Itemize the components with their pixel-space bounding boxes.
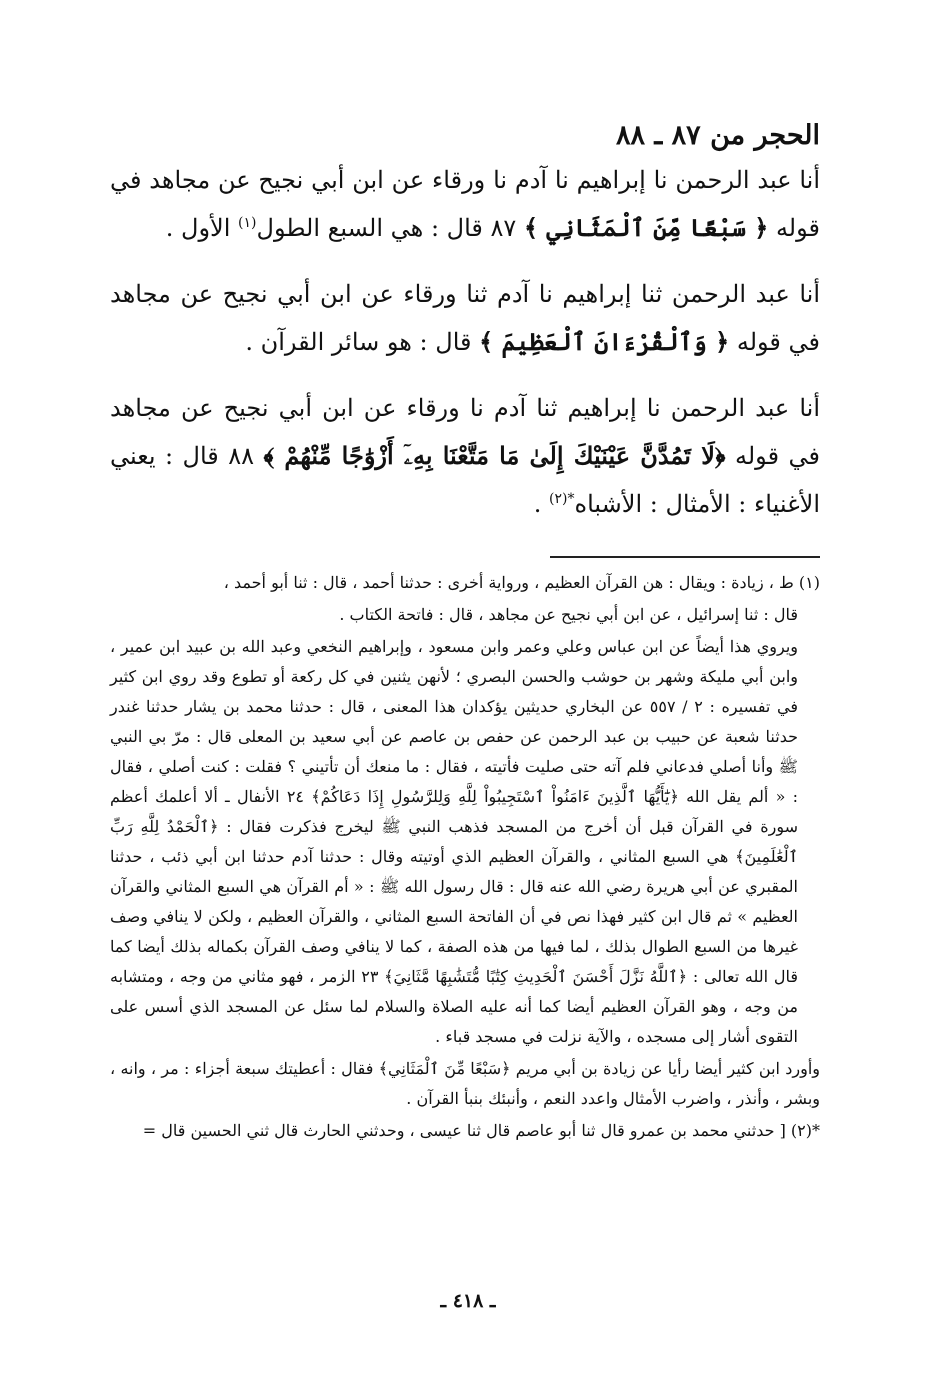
footnote-ref: (١)	[238, 215, 257, 231]
narration-text: أنا عبد الرحمن نا إبراهيم ثنا آدم نا ورقاء عن ابن أبي نجيح عن مجاهد في قوله	[110, 394, 821, 470]
footnote-2: *(٢) [ حدثني محمد بن عمرو قال ثنا أبو عاصم قال ثنا عيسى ، وحدثني الحارث قال ثني الحسين قال =	[142, 1121, 820, 1140]
narration-1	[110, 156, 820, 252]
narration-text: الأول .	[165, 214, 239, 242]
narration-text: .	[533, 490, 550, 518]
page-title: الحجر من ٨٧ ـ ٨٨	[615, 120, 820, 151]
quran-verse: ﴿ وَٱلْقُرْءَانَ ٱلْعَظِيمَ ﴾	[479, 327, 730, 356]
footnote-1-commentary-2: وأورد ابن كثير أيضا رأيا عن زيادة بن أبي مريم ﴿سَبْعًا مِّنَ ٱلْمَثَانِي﴾ فقال : أعطيتك سبعة أجزاء : مر ، وانه ، وبشر ، وأنذر ، واضرب الأمثال واعدد النعم ، وأنبئك بنبأ القرآن .	[110, 1059, 820, 1108]
footnote-1-line-2: قال : ثنا إسرائيل ، عن ابن أبي نجيح عن مجاهد ، قال : فاتحة الكتاب .	[339, 605, 798, 624]
footnote-separator	[110, 546, 820, 568]
footnote-1-line-1: (١) ط ، زيادة : ويقال : هن القرآن العظيم ، ورواية أخرى : حدثنا أحمد ، قال : ثنا أبو أحمد ،	[223, 573, 820, 592]
page-number: ـ ٤١٨ ـ	[440, 1290, 496, 1312]
narration-3	[110, 384, 820, 528]
book-page	[110, 118, 820, 1348]
footnotes	[110, 568, 820, 1146]
narration-text: ٨٧ قال : هي السبع الطول	[256, 214, 524, 242]
narration-text: أنا عبد الرحمن نا إبراهيم نا آدم نا ورقاء عن ابن أبي نجيح عن مجاهد في قوله	[110, 166, 820, 242]
quran-verse: ﴿ سَبْعًا مِّنَ ٱلْمَثَانِي ﴾	[523, 213, 769, 242]
narration-text: ٨٨ قال : يعني الأغنياء : الأمثال : الأشباه	[110, 442, 820, 518]
footnote-1-commentary: ويروي هذا أيضاً عن ابن عباس وعلي وعمر وابن مسعود ، وإبراهيم النخعي وعبد الله بن عبيد ابن عمير ، وابن أبي مليكة وشهر بن حوشب والحسن البصري ؛ لأنهن يثنين في كل ركعة أو تطوع وقد روي ابن كثير في تفسيره : ٢ / ٥٥٧ عن البخاري حديثين يؤكدان هذا المعنى ، قال : حدثنا محمد بن يشار حدثنا غندر حدثنا شعبة عن حبيب بن عبد الرحمن عن حفص بن عاصم عن أبي سعيد بن المعلى قال : مرّ بي النبي ﷺ وأنا أصلي فدعاني فلم آته حتى صليت فأتيته ، فقال : ما منعك أن تأتيني ؟ فقلت : كنت أصلي ، فقال : « ألم يقل الله ﴿يَٰٓأَيُّهَا ٱلَّذِينَ ءَامَنُواْ ٱسْتَجِيبُواْ لِلَّهِ وَلِلرَّسُولِ إِذَا دَعَاكُمْ﴾ ٢٤ الأنفال ـ ألا أعلمك أعظم سورة في القرآن قبل أن أخرج من المسجد فذهب النبي ﷺ ليخرج فذكرت فقال : ﴿ٱلْحَمْدُ لِلَّهِ رَبِّ ٱلْعَٰلَمِينَ﴾ هي السبع المثاني ، والقرآن العظيم الذي أوتيته وقال : حدثنا آدم حدثنا ابن أبي ذئب ، حدثنا المقبري عن أبي هريرة رضي الله عنه قال : قال رسول الله ﷺ : « أم القرآن هي السبع المثاني والقرآن العظيم » ثم قال ابن كثير فهذا نص في أن الفاتحة السبع المثاني ، والقرآن العظيم ، ولكن لا ينافي وصف غيرها من السبع الطوال بذلك ، لما فيها من هذه الصفة ، كما لا ينافي وصف القرآن بكماله بذلك أيضا كما قال الله تعالى : ﴿ٱللَّهُ نَزَّلَ أَحْسَنَ ٱلْحَدِيثِ كِتَٰبًا مُّتَشَٰبِهًا مَّثَانِيَ﴾ ٢٣ الزمر ، فهو مثاني من وجه ، ومتشابه من وجه ، وهو القرآن العظيم أيضا كما أنه عليه الصلاة والسلام لما سئل عن المسجد الذي أسس على التقوى أشار إلى مسجده ، والآية نزلت في مسجد قباء .	[110, 637, 799, 1046]
narration-text: أنا عبد الرحمن ثنا إبراهيم نا آدم ثنا ورقاء عن ابن أبي نجيح عن مجاهد في قوله	[110, 280, 820, 356]
footnote-ref: *(٢)	[549, 491, 575, 507]
narration-2	[110, 270, 820, 366]
separator-line	[550, 556, 820, 558]
narration-text: قال : هو سائر القرآن .	[245, 328, 480, 356]
quran-verse: ﴿لَا تَمُدَّنَّ عَيْنَيْكَ إِلَىٰ مَا مَتَّعْنَا بِهِۦٓ أَزْوَٰجًا مِّنْهُمْ ﴾	[263, 441, 726, 470]
